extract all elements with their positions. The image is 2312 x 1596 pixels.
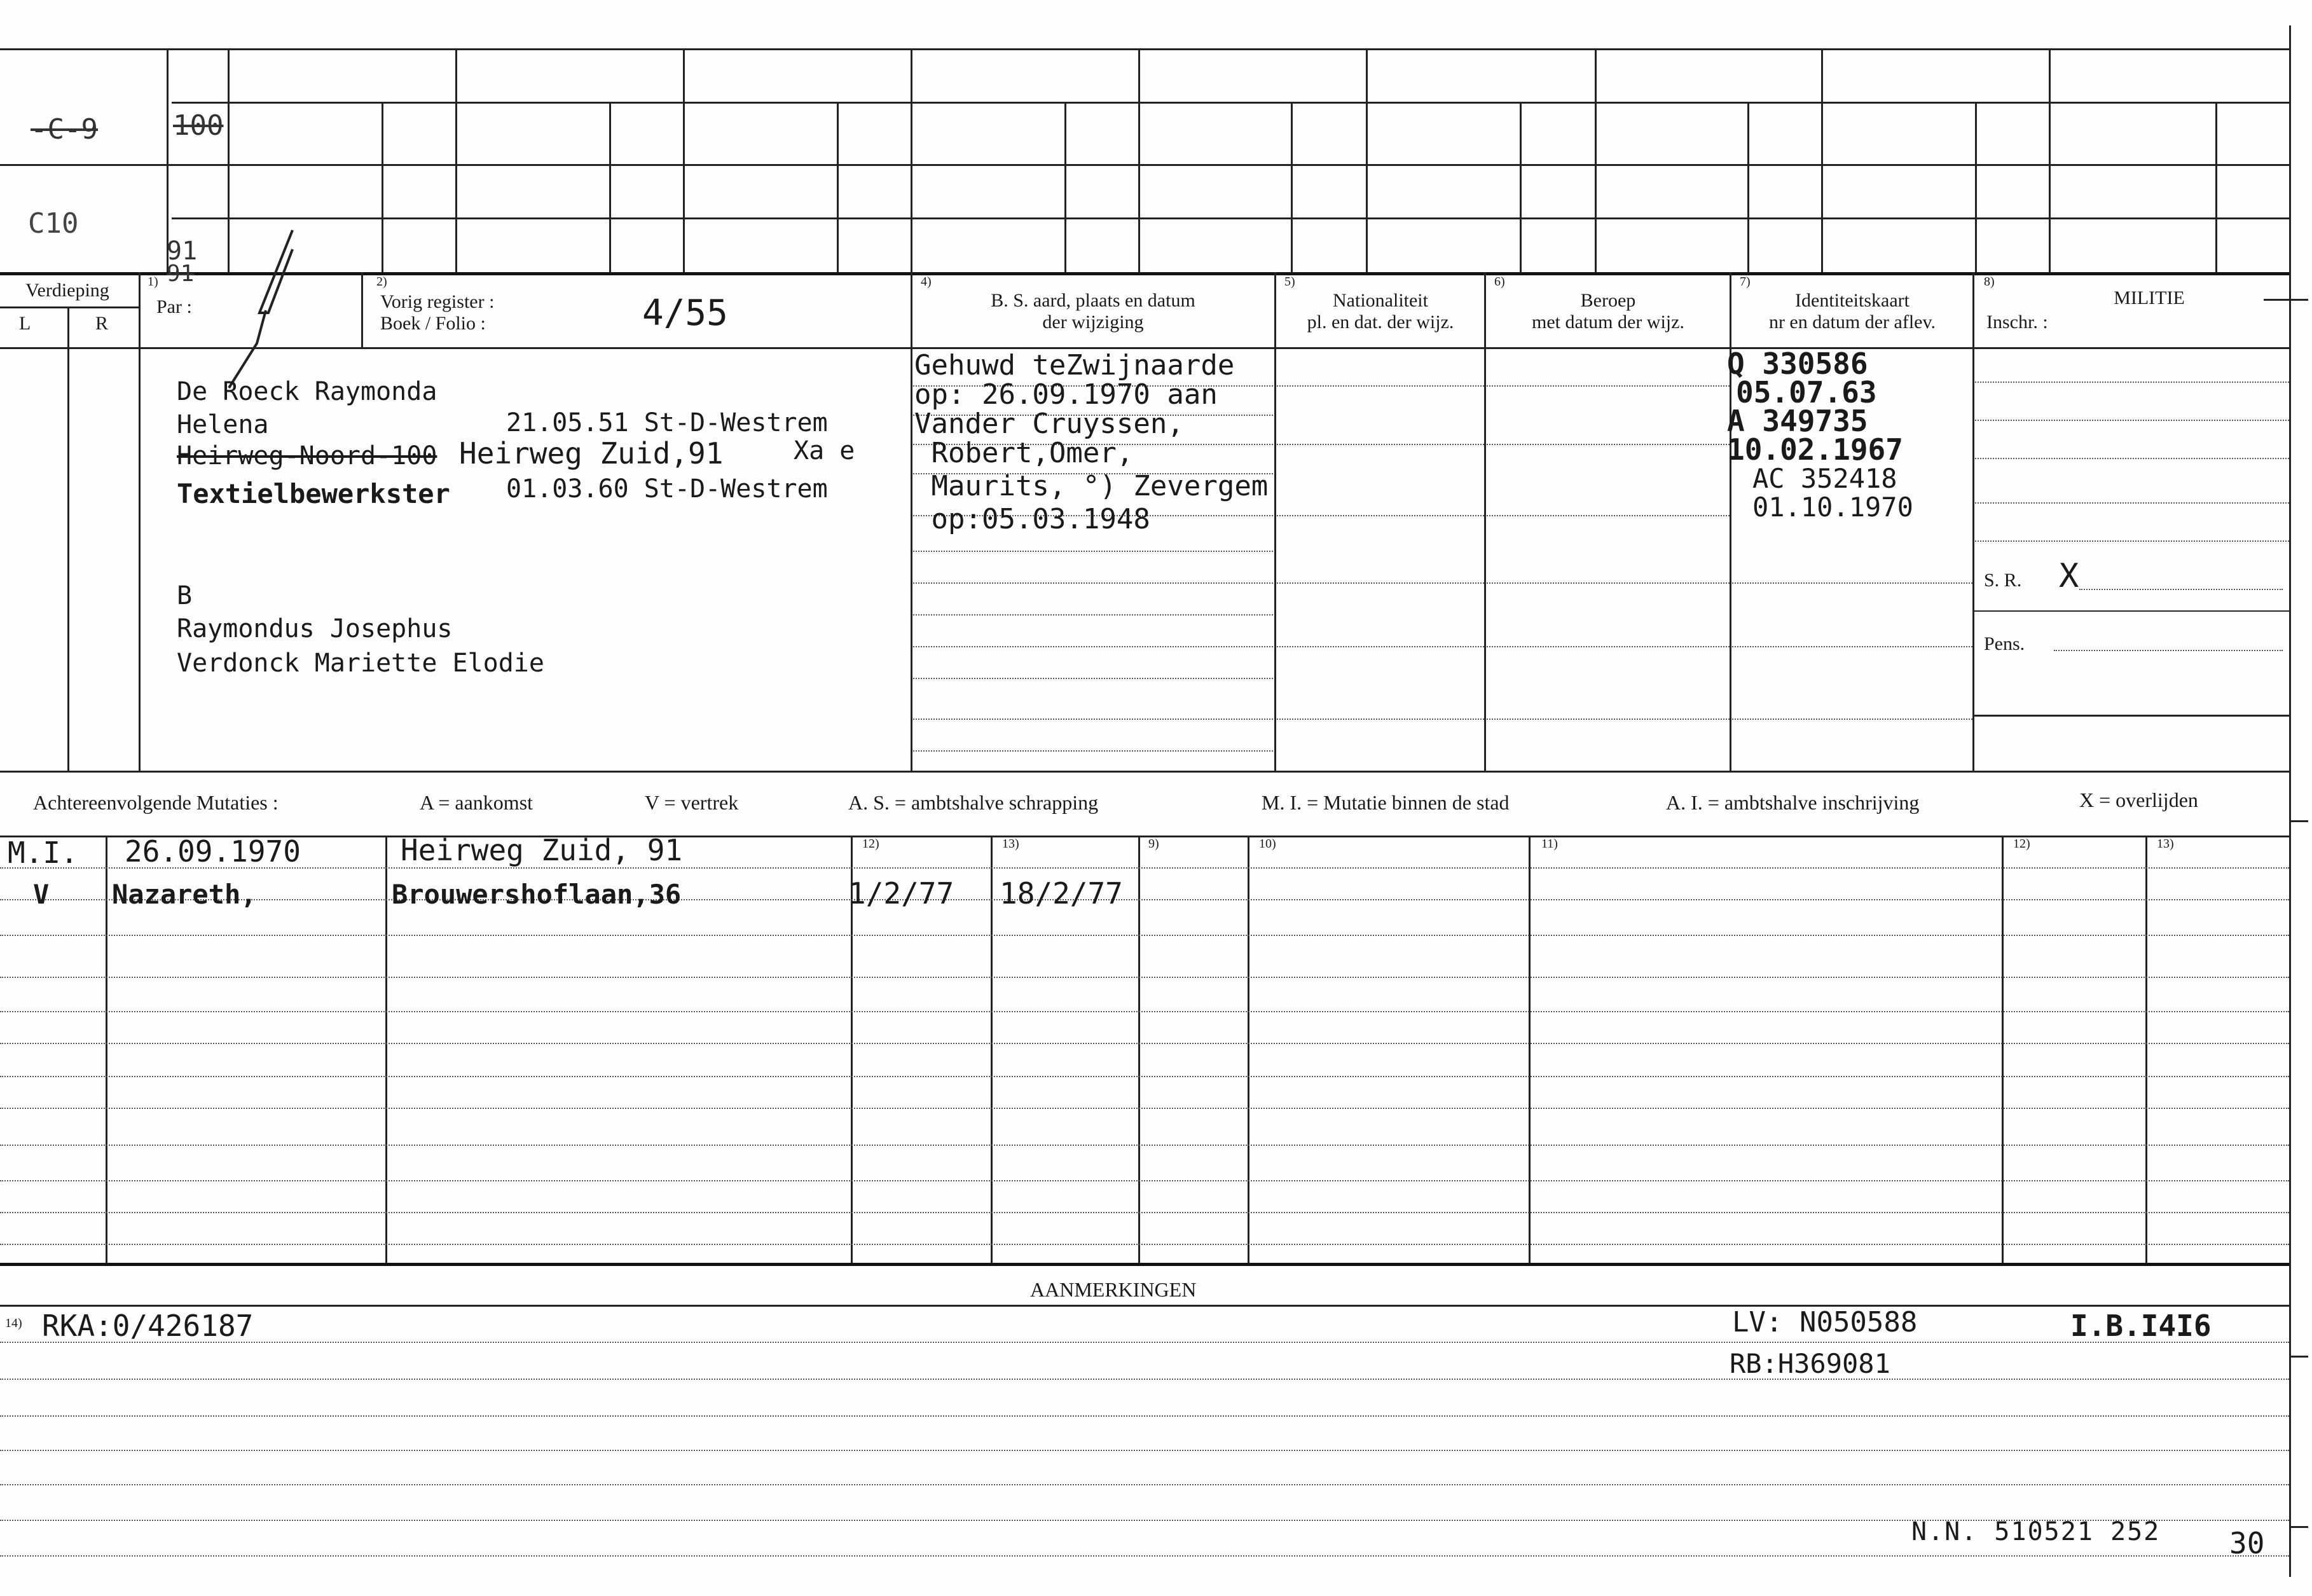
grid-line xyxy=(1138,48,1140,272)
col-num-12a: 12) xyxy=(862,837,879,851)
grid-code-5: 91 xyxy=(167,261,195,287)
edge-tick xyxy=(2264,299,2308,301)
grid-line xyxy=(609,102,611,272)
id-card-line: A 349735 xyxy=(1727,404,1868,438)
beroep-header-line1: Beroep xyxy=(1580,290,1636,311)
id-card-line: AC 352418 xyxy=(1752,463,1897,494)
person-name-line2: Helena xyxy=(177,410,269,439)
footnote-5: 5) xyxy=(1284,275,1295,289)
boek-folio-value: 4/55 xyxy=(642,292,728,334)
civil-status-line: op: 26.09.1970 aan xyxy=(914,378,1218,411)
grid-line xyxy=(2215,102,2217,272)
id-card-line: 10.02.1967 xyxy=(1727,432,1903,467)
grid-line xyxy=(1064,102,1066,272)
mutations-top-border xyxy=(0,836,2289,837)
civil-status-block xyxy=(914,351,1268,534)
mutations-title: Achtereenvolgende Mutaties : xyxy=(33,791,279,814)
inschr-label: Inschr. : xyxy=(1986,312,2048,333)
id-header-line2: nr en datum der aflev. xyxy=(1768,312,1936,333)
grid-line xyxy=(139,272,141,771)
edge-tick xyxy=(2289,1526,2308,1528)
legend-as: A. S. = ambtshalve schrapping xyxy=(848,791,1099,814)
sr-rule xyxy=(2079,589,2283,590)
page-mark: 30 xyxy=(2229,1526,2265,1560)
legend-x: X = overlijden xyxy=(2079,788,2198,811)
militie-header: MILITIE xyxy=(2114,287,2185,308)
mutation-address: Brouwershoflaan,36 xyxy=(392,879,682,910)
pens-label: Pens. xyxy=(1984,633,2025,654)
grid-line xyxy=(1972,610,2289,612)
grid-line xyxy=(0,306,139,308)
grid-line xyxy=(172,217,2289,219)
grid-line xyxy=(1366,48,1368,272)
grid-line xyxy=(455,48,457,272)
grid-line xyxy=(1484,272,1486,771)
civil-status-line: Maurits, °) Zevergem xyxy=(914,470,1269,502)
person-old-address: Heirweg-Noord-100 xyxy=(177,441,437,471)
pen-mark xyxy=(216,224,369,389)
grid-line xyxy=(0,164,2289,166)
nat-header-line1: Nationaliteit xyxy=(1333,290,1428,311)
person-name-line1: De Roeck Raymonda xyxy=(177,377,437,406)
mutation-address: Heirweg Zuid, 91 xyxy=(401,833,683,867)
footnote-1: 1) xyxy=(148,275,158,289)
footnote-14: 14) xyxy=(5,1316,22,1330)
legend-v: V = vertrek xyxy=(645,791,739,814)
vorig-register-label: Vorig register : xyxy=(380,291,495,312)
person-block xyxy=(177,375,437,441)
pens-rule xyxy=(2054,650,2283,651)
grid-line xyxy=(1747,102,1749,272)
person-address-mark: Xa e xyxy=(794,436,855,465)
col-num-10: 10) xyxy=(1259,837,1276,851)
id-header-line1: Identiteitskaart xyxy=(1795,290,1909,311)
id-card-line: Q 330586 xyxy=(1727,347,1868,381)
mutation-date-13: 18/2/77 xyxy=(1000,876,1123,911)
mother-name: Verdonck Mariette Elodie xyxy=(177,649,544,678)
grid-line xyxy=(1972,715,2289,717)
footnote-8: 8) xyxy=(1984,275,1995,289)
civil-status-line: Robert,Omer, xyxy=(914,437,1134,469)
verdieping-r: R xyxy=(95,313,109,334)
remarks-title: AANMERKINGEN xyxy=(1030,1278,1197,1301)
grid-line xyxy=(1520,102,1522,272)
edge-tick xyxy=(2289,1356,2308,1358)
grid-line xyxy=(172,102,2289,104)
sr-label: S. R. xyxy=(1984,570,2022,591)
id-card-block xyxy=(1727,347,1913,523)
mutation-type: V xyxy=(33,879,50,910)
bs-header-line1: B. S. aard, plaats en datum xyxy=(991,290,1195,311)
verdieping-label: Verdieping xyxy=(25,280,109,301)
grid-code-4: 91 xyxy=(167,237,198,266)
grid-line xyxy=(1821,48,1823,272)
grid-line xyxy=(1291,102,1293,272)
grid-line xyxy=(911,48,912,272)
col-num-9: 9) xyxy=(1148,837,1159,851)
main-bottom-border xyxy=(0,771,2289,773)
id-card-line: 01.10.1970 xyxy=(1752,492,1913,523)
verdieping-l: L xyxy=(19,313,31,334)
mutation-date-12: 1/2/77 xyxy=(848,876,954,911)
grid-line xyxy=(382,102,383,272)
col-num-13a: 13) xyxy=(1002,837,1019,851)
civil-status-line: Vander Cruyssen, xyxy=(914,408,1184,440)
legend-ai: A. I. = ambtshalve inschrijving xyxy=(1666,791,1920,814)
par-label: Par : xyxy=(156,296,192,317)
person-birth: 21.05.51 St-D-Westrem xyxy=(506,408,828,437)
grid-line xyxy=(0,1305,2289,1307)
grid-line xyxy=(911,272,912,771)
grid-code-2: 100 xyxy=(173,109,224,142)
grid-line xyxy=(683,48,685,272)
parents-label: B xyxy=(177,581,193,610)
col-num-13b: 13) xyxy=(2157,837,2174,851)
top-border xyxy=(0,48,2289,50)
person-occupation: Textielbewerkster xyxy=(177,478,450,509)
grid-line xyxy=(837,102,839,272)
nat-header-line2: pl. en dat. der wijz. xyxy=(1307,312,1454,333)
edge-tick xyxy=(2289,820,2308,822)
grid-code-3: C10 xyxy=(28,207,79,240)
rb-number: RB:H369081 xyxy=(1730,1348,1890,1379)
grid-line xyxy=(67,306,69,771)
grid-code-1: -C-9 xyxy=(31,113,98,146)
legend-mi: M. I. = Mutatie binnen de stad xyxy=(1262,791,1510,814)
id-card-line: 05.07.63 xyxy=(1736,375,1877,409)
mutation-type: M.I. xyxy=(8,836,78,870)
mutation-place: Nazareth, xyxy=(112,879,257,910)
grid-line xyxy=(1975,102,1977,272)
boek-folio-label: Boek / Folio : xyxy=(380,313,486,334)
national-number: N.N. 510521 252 xyxy=(1911,1517,2161,1546)
legend-a: A = aankomst xyxy=(420,791,533,814)
ib-number: I.B.I4I6 xyxy=(2070,1309,2212,1343)
footnote-6: 6) xyxy=(1494,275,1505,289)
beroep-header-line2: met datum der wijz. xyxy=(1532,312,1684,333)
lv-number: LV: N050588 xyxy=(1732,1306,1918,1338)
col-num-12b: 12) xyxy=(2013,837,2030,851)
footnote-2: 2) xyxy=(376,275,387,289)
grid-line xyxy=(1595,48,1597,272)
civil-status-line: op:05.03.1948 xyxy=(914,503,1150,535)
rka-number: RKA:0/426187 xyxy=(42,1309,254,1343)
grid-line xyxy=(1274,272,1276,771)
right-border xyxy=(2289,25,2291,1577)
mutations-bottom-border xyxy=(0,1263,2289,1266)
bs-header-line2: der wijziging xyxy=(1042,312,1144,333)
footnote-4: 4) xyxy=(921,275,932,289)
grid-line xyxy=(1972,272,1974,771)
mutation-date: 26.09.1970 xyxy=(125,834,301,869)
grid-line xyxy=(2049,48,2051,272)
footnote-7: 7) xyxy=(1740,275,1751,289)
father-name: Raymondus Josephus xyxy=(177,614,453,643)
person-occupation-date: 01.03.60 St-D-Westrem xyxy=(506,474,828,504)
civil-status-line: Gehuwd teZwijnaarde xyxy=(914,349,1235,382)
col-num-11: 11) xyxy=(1541,837,1558,851)
sr-value: X xyxy=(2059,557,2079,595)
person-new-address: Heirweg Zuid,91 xyxy=(459,436,724,471)
